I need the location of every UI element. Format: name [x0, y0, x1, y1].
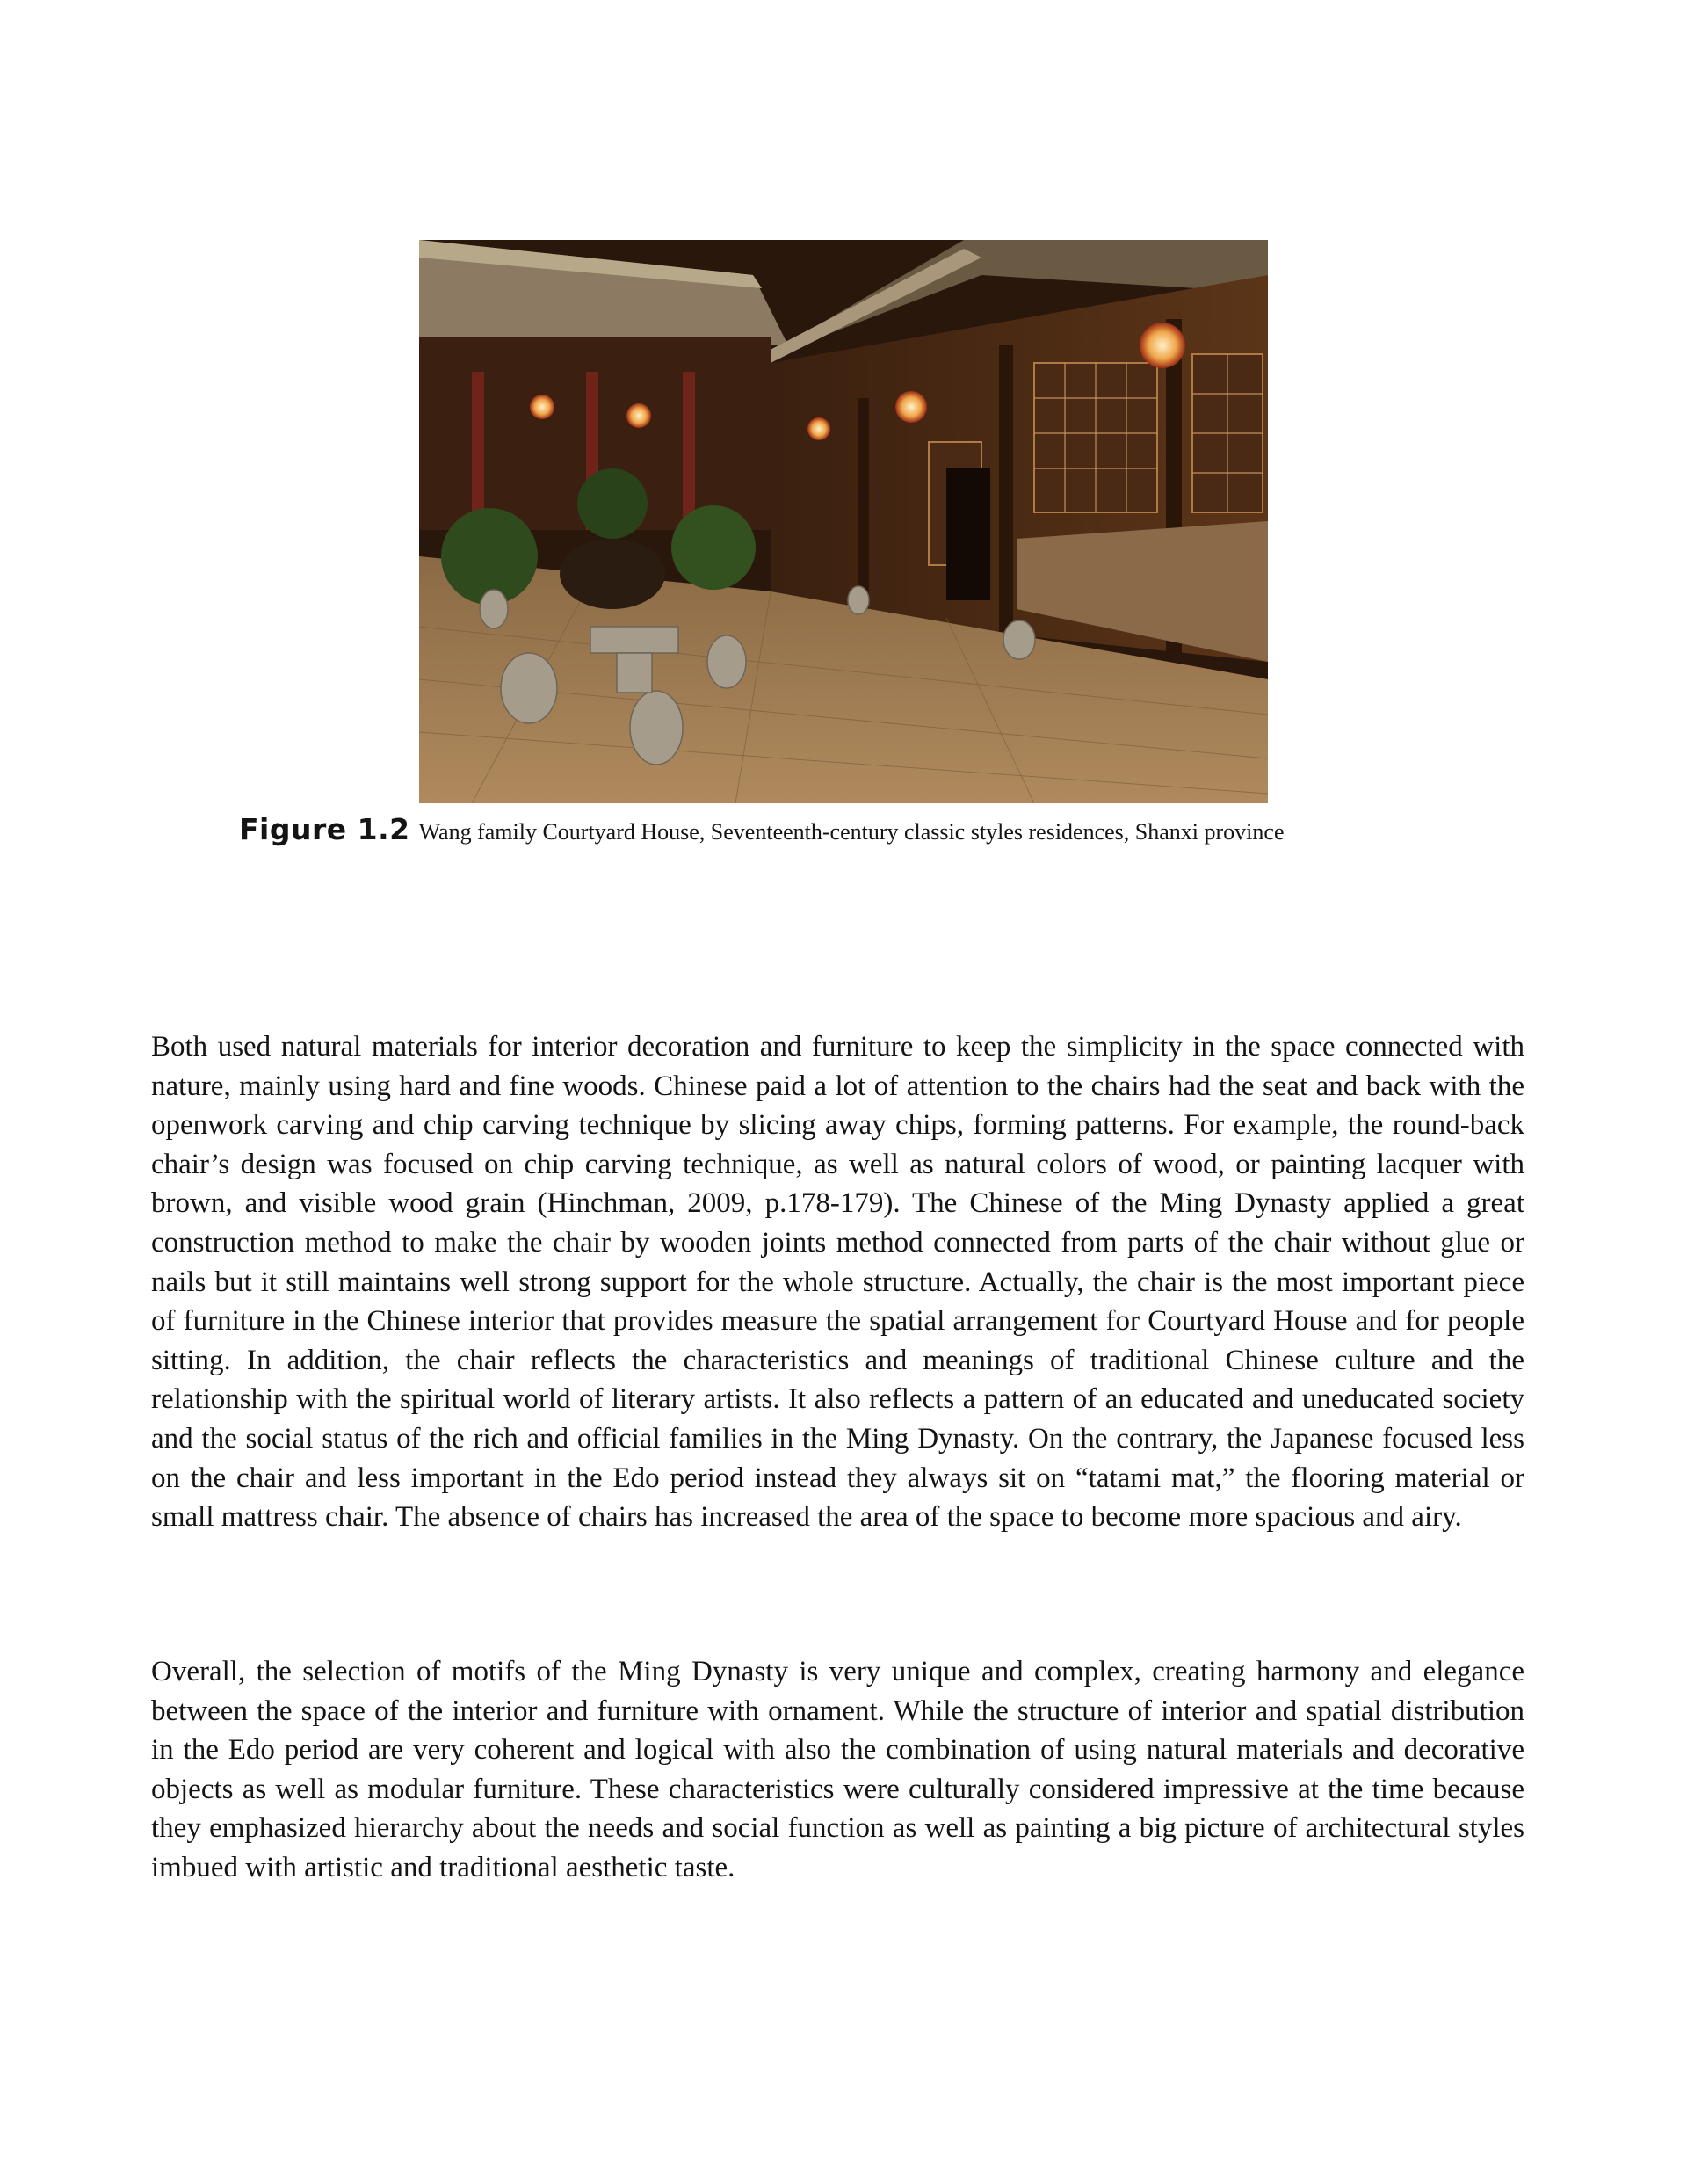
courtyard-house-photo: [419, 240, 1268, 803]
body-paragraph-2: Overall, the selection of motifs of the Ming Dynasty is very unique and complex, creating harmony and elegance between the space of the interior and furniture with ornament. While the structure of interior and spatial distribution in the Edo period are very coherent and logical with also the combination of using natural materials and decorative objects as well as modular furniture. These characteristics were culturally considered impressive at the time because they emphasized hierarchy about the needs and social function as well as painting a big picture of architectural styles imbued with artistic and traditional aesthetic taste.: [151, 1656, 1524, 1883]
figure-caption: [239, 812, 1557, 850]
figure-caption-text: Wang family Courtyard House, Seventeenth-century classic styles residences, Shanxi province: [418, 819, 1285, 845]
body-paragraph-1: Both used natural materials for interior decoration and furniture to keep the simplicity in the space connected with nature, mainly using hard and fine woods. Chinese paid a lot of attention to the chairs had the seat and back with the openwork carving and chip carving technique by slicing away chips, forming patterns. For example, the round-back chair’s design was focused on chip carving technique, as well as natural colors of wood, or painting lacquer with brown, and visible wood grain (Hinchman, 2009, p.178-179). The Chinese of the Ming Dynasty applied a great construction method to make the chair by wooden joints method connected from parts of the chair without glue or nails but it still maintains well strong support for the whole structure. Actually, the chair is the most important piece of furniture in the Chinese interior that provides measure the spatial arrangement for Courtyard House and for people sitting. In addition, the chair reflects the characteristics and meanings of traditional Chinese culture and the relationship with the spiritual world of literary artists. It also reflects a pattern of an educated and uneducated society and the social status of the rich and official families in the Ming Dynasty. On the contrary, the Japanese focused less on the chair and less important in the Edo period instead they always sit on “tatami mat,” the flooring material or small mattress chair. The absence of chairs has increased the area of the space to become more spacious and airy.: [151, 1031, 1524, 1534]
figure-label: Figure 1.2: [239, 812, 410, 846]
